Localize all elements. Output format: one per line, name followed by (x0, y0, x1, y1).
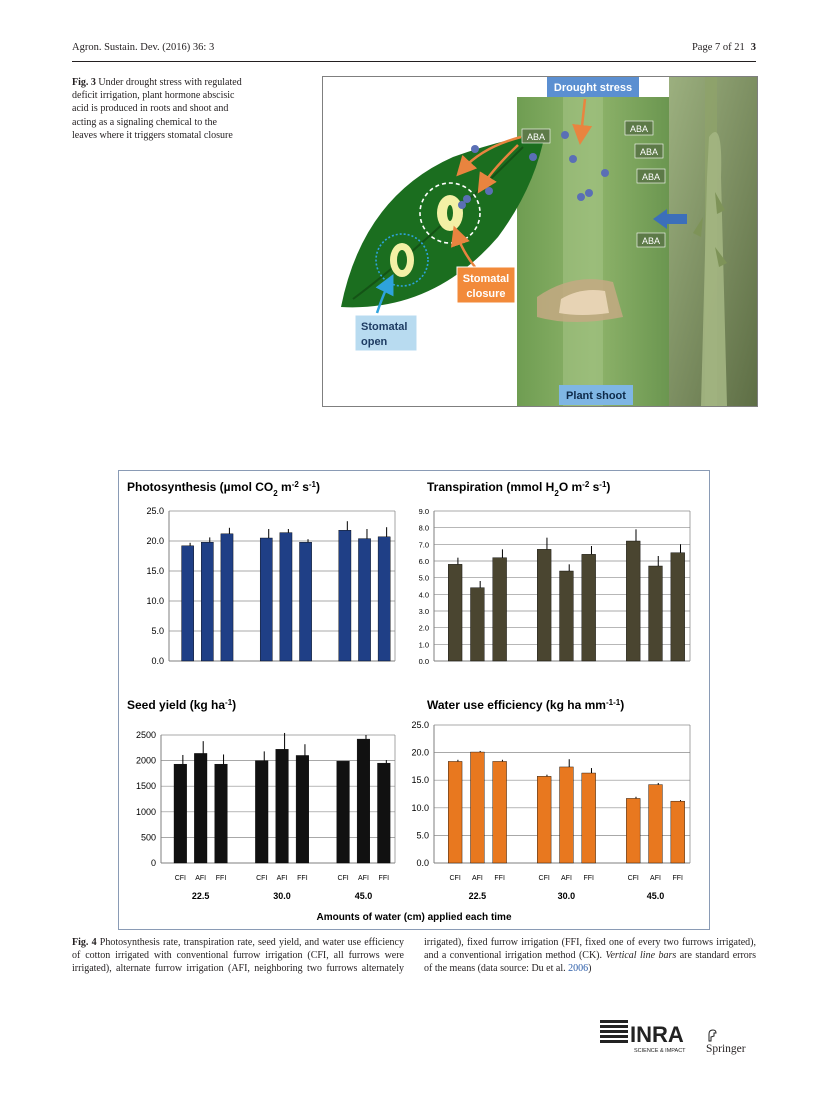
bar (537, 776, 551, 863)
chart-title-part: ) (606, 480, 611, 494)
drought-stress-box (547, 77, 639, 97)
chart-title-part: ) (620, 698, 625, 712)
springer-logo (706, 1028, 758, 1055)
x-category-label: CFI (256, 875, 268, 882)
inra-logo-mark (600, 1020, 628, 1043)
chart-title-part: -1 (599, 479, 607, 489)
y-tick-label: 20.0 (146, 536, 164, 546)
bar (493, 761, 507, 863)
header-rule (72, 61, 756, 62)
fig3-caption-text: Under drought stress with regulated deficit irrigation, plant hormone abscisic acid is produced in roots and shoot and acting as a signaling chemical to the leaves where it triggers stomatal closure (72, 77, 242, 141)
page-of-text: Page 7 of 21 (691, 42, 745, 53)
fig4-caption-citation-link[interactable]: 2006 (568, 963, 589, 975)
springer-horse-icon (706, 1028, 718, 1042)
page-number: 3 (750, 42, 756, 53)
bar (649, 785, 663, 863)
y-tick-label: 500 (140, 832, 156, 843)
y-tick-label: 0 (150, 858, 156, 868)
x-category-label: FFI (378, 875, 390, 882)
y-tick-label: 20.0 (411, 747, 429, 758)
stomatal-closure-label-2: closure (466, 288, 506, 300)
bar (560, 571, 574, 661)
bar (337, 761, 350, 863)
x-category-label: FFI (215, 875, 227, 882)
x-category-label: CFI (627, 875, 639, 882)
inra-tagline: SCIENCE & IMPACT (634, 1048, 686, 1054)
x-group-label: 30.0 (557, 891, 576, 901)
bar (378, 763, 391, 863)
x-group-label: 30.0 (273, 891, 291, 901)
bar (174, 764, 187, 863)
drought-stress-label: Drought stress (553, 82, 633, 94)
aba-label-4: ABA (641, 172, 661, 182)
chart-title-part: 2 (554, 488, 559, 498)
x-group-label: 45.0 (354, 891, 373, 901)
y-tick-label: 0.0 (151, 656, 164, 666)
bar (260, 538, 272, 661)
chart-title-3 (127, 698, 236, 713)
bar (182, 546, 194, 661)
y-tick-label: 9.0 (418, 507, 429, 516)
chart-title-part: Seed yield (kg ha (127, 698, 226, 712)
chart-title-part: 2 (273, 488, 278, 498)
fig3-caption-label: Fig. 3 (72, 77, 96, 88)
y-tick-label: 1000 (135, 806, 156, 817)
bar (471, 752, 485, 863)
x-group-label: 22.5 (191, 891, 210, 901)
bar (626, 798, 640, 863)
y-tick-label: 5.0 (151, 626, 164, 636)
bar (626, 541, 640, 661)
x-category-label: FFI (297, 875, 308, 882)
bar (255, 761, 268, 863)
bar (471, 588, 485, 661)
fig4-caption (72, 936, 756, 976)
fig4-caption-text-2: are standard errors of the means (data source: Du et al. (424, 950, 757, 975)
stomata-open-pore (397, 250, 407, 270)
plant-shoot-box (559, 385, 633, 405)
bar (582, 773, 596, 863)
y-tick-label: 25.0 (146, 506, 164, 516)
stomata-closed-pore (447, 205, 453, 221)
bar (560, 767, 574, 863)
bar (537, 549, 551, 661)
fig4-svg (119, 471, 709, 929)
y-tick-label: 5.0 (416, 830, 429, 841)
fig3-svg (323, 77, 757, 406)
chart-title-part: -1 (613, 697, 621, 707)
y-tick-label: 15.0 (411, 775, 429, 786)
y-tick-label: 0.0 (418, 657, 429, 666)
chart-title-part: ) (316, 480, 320, 494)
x-category-label: FFI (583, 875, 594, 882)
x-category-label: AFI (561, 875, 572, 882)
stomatal-open-box (355, 315, 417, 351)
stomatal-closure-box (457, 267, 515, 303)
fig4-caption-italic: Vertical line bars (605, 950, 677, 962)
chart-title-2 (427, 480, 610, 498)
x-category-label: CFI (337, 875, 349, 882)
bar (215, 764, 228, 863)
chart-title-1 (127, 480, 320, 498)
y-tick-label: 8.0 (418, 523, 429, 533)
x-category-label: FFI (672, 875, 684, 882)
fig4-caption-text-1: Photosynthesis rate, transpiration rate, seed yield, and water use efficiency of cotton irrigated with conventional furrow irrigation (CFI, all furrows were irrigated), alternate furrow irrigation (AFI, neighboring two furrows alternately irrigated), fixed furrow irrigation (FFI, fixed one of every two furrows irrigated), and a conventional irrigation method (CK). (72, 937, 756, 975)
bar (671, 801, 685, 863)
x-category-label: AFI (195, 875, 207, 882)
springer-wordmark: Springer (706, 1043, 746, 1055)
chart-title-4 (427, 698, 624, 713)
x-category-label: CFI (174, 875, 186, 882)
chart-title-part: -1 (225, 697, 233, 707)
fig3-illustration (322, 76, 758, 407)
chart-title-part: -2 (582, 479, 590, 489)
bar (194, 753, 207, 863)
chart-title-part: ) (232, 698, 237, 712)
stomatal-open-label-2: open (361, 336, 388, 348)
bar (357, 739, 370, 863)
y-tick-label: 6.0 (418, 557, 429, 566)
aba-label-1: ABA (526, 132, 546, 142)
aba-label-5: ABA (641, 236, 661, 246)
chart-title-part: -1 (605, 697, 614, 707)
shoot-highlight (563, 97, 603, 406)
x-category-label: CFI (538, 875, 550, 882)
y-tick-label: 1500 (135, 781, 156, 792)
bar (671, 553, 685, 661)
chart-title-part: Photosynthesis (µmol CO (127, 480, 274, 494)
bar (276, 749, 289, 863)
bar (649, 566, 663, 661)
chart-title-part: m (277, 480, 292, 494)
bar (448, 761, 462, 863)
chart-title-part: s (589, 480, 600, 494)
fig4-chart-panel (118, 470, 710, 930)
bar (339, 530, 351, 661)
bar (493, 558, 507, 661)
bar (582, 554, 596, 661)
chart-title-part: -2 (291, 479, 299, 489)
plant-shoot-label: Plant shoot (566, 390, 626, 402)
fig3-caption (72, 76, 242, 142)
x-group-label: 45.0 (646, 891, 665, 901)
bar (296, 755, 309, 863)
chart-title-part: Transpiration (mmol H (427, 480, 555, 494)
fig4-caption-end: ) (588, 963, 592, 975)
chart-title-part: mm (581, 698, 606, 712)
y-tick-label: 5.0 (418, 573, 429, 583)
bar (221, 534, 233, 661)
x-category-label: AFI (276, 875, 288, 882)
x-category-label: FFI (494, 875, 505, 882)
page-indicator (692, 42, 756, 53)
x-category-label: AFI (471, 875, 483, 882)
y-tick-label: 2000 (135, 755, 156, 766)
chart-title-part: s (298, 480, 309, 494)
bar (201, 542, 213, 661)
running-header (72, 42, 756, 60)
inra-logo (598, 1014, 698, 1054)
x-axis-title: Amounts of water (cm) applied each time (316, 912, 512, 923)
y-tick-label: 0.0 (416, 858, 429, 868)
stomatal-closure-label-1: Stomatal (462, 273, 510, 285)
x-category-label: AFI (358, 875, 369, 882)
bar (299, 542, 311, 661)
y-tick-label: 2.0 (418, 623, 429, 633)
x-group-label: 22.5 (468, 891, 487, 901)
bar (448, 564, 462, 661)
y-tick-label: 15.0 (146, 566, 164, 576)
bar (378, 537, 390, 661)
bar (280, 533, 292, 661)
aba-label-3: ABA (639, 147, 659, 157)
y-tick-label: 10.0 (411, 802, 429, 813)
x-category-label: CFI (449, 875, 461, 882)
y-tick-label: 2500 (135, 730, 156, 740)
journal-citation: Agron. Sustain. Dev. (2016) 36: 3 (72, 42, 215, 53)
footer-logos (598, 1014, 758, 1054)
y-tick-label: 4.0 (418, 590, 429, 600)
bar (358, 539, 370, 661)
chart-title-part: -1 (308, 479, 316, 489)
chart-title-part: O m (558, 480, 583, 494)
y-tick-label: 3.0 (418, 607, 429, 616)
fig4-caption-label: Fig. 4 (72, 937, 97, 948)
y-tick-label: 25.0 (411, 720, 429, 730)
chart-title-part: Water use efficiency (kg ha (427, 698, 582, 712)
aba-label-2: ABA (629, 124, 649, 134)
inra-wordmark: INRA (630, 1022, 684, 1047)
y-tick-label: 10.0 (146, 596, 164, 606)
y-tick-label: 1.0 (418, 640, 429, 650)
x-category-label: AFI (650, 875, 661, 882)
stomatal-open-label-1: Stomatal (361, 321, 408, 333)
y-tick-label: 7.0 (418, 540, 429, 550)
